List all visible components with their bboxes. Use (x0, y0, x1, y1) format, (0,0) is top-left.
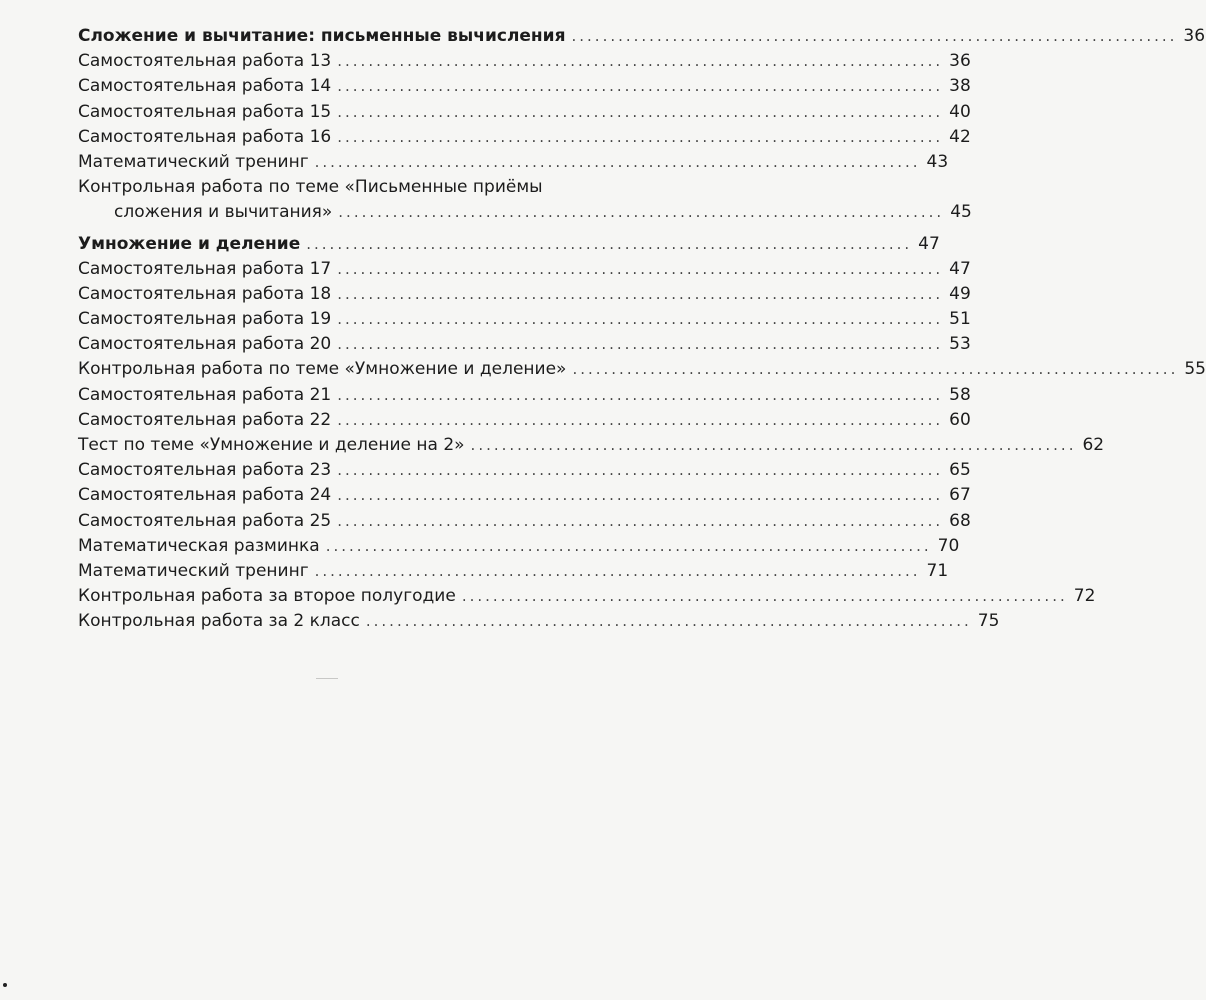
toc-entry (78, 383, 971, 408)
page-number: 40 (949, 101, 971, 122)
entry-label: Самостоятельная работа 17 (78, 258, 332, 279)
dot-leader: .............................................................................. (571, 27, 1178, 45)
corner-dot-mark (3, 983, 7, 987)
page-number: 47 (918, 233, 940, 254)
page-number: 71 (926, 560, 949, 581)
toc-entry (78, 307, 971, 332)
dot-leader: .............................................................................. (337, 511, 944, 530)
dot-leader: .............................................................................. (365, 612, 972, 631)
toc-entry (78, 458, 971, 483)
entry-label: Контрольная работа по теме «Умножение и деление» (78, 359, 567, 380)
entry-label: Самостоятельная работа 16 (78, 126, 332, 147)
toc-entry (78, 282, 971, 307)
toc-entry (78, 509, 971, 534)
dot-leader: .............................................................................. (337, 310, 944, 329)
toc-entry (78, 483, 971, 508)
entry-label: Самостоятельная работа 21 (78, 384, 332, 405)
dot-leader: .............................................................................. (306, 234, 913, 253)
page-number: 72 (1073, 586, 1096, 607)
page-number: 62 (1082, 435, 1105, 455)
page-number: 42 (949, 126, 971, 147)
dot-leader: .............................................................................. (314, 152, 921, 171)
toc-entry (78, 534, 960, 559)
entry-label: Математическая разминка (78, 535, 320, 556)
page-number: 49 (949, 283, 971, 304)
page-number: 36 (949, 51, 971, 72)
page-number: 36 (1183, 26, 1206, 46)
entry-label: Самостоятельная работа 14 (78, 76, 332, 97)
dot-leader: .............................................................................. (337, 127, 944, 146)
dot-leader: .............................................................................. (337, 461, 944, 480)
dot-leader: .............................................................................. (338, 203, 945, 222)
entry-label: Математический тренинг (78, 151, 309, 172)
dot-leader: .............................................................................. (337, 385, 944, 404)
dot-leader: .............................................................................. (337, 486, 944, 505)
dot-leader: .............................................................................. (337, 77, 944, 96)
dot-leader: .............................................................................. (337, 102, 944, 121)
page-number: 53 (949, 334, 971, 355)
entry-label: сложения и вычитания» (114, 202, 333, 223)
dot-leader: .............................................................................. (572, 360, 1179, 379)
toc-entry (78, 357, 1206, 382)
dot-leader: .............................................................................. (337, 259, 944, 278)
entry-label: Самостоятельная работа 20 (78, 334, 332, 355)
entry-label: Тест по теме «Умножение и деление на 2» (78, 435, 465, 455)
page-number: 70 (937, 535, 960, 556)
entry-label: Самостоятельная работа 22 (78, 409, 332, 430)
dot-leader: .............................................................................. (337, 410, 944, 429)
entry-label: Самостоятельная работа 25 (78, 510, 332, 531)
entry-label: Самостоятельная работа 23 (78, 460, 332, 481)
page-number: 60 (949, 409, 971, 430)
dot-leader: .............................................................................. (461, 587, 1068, 606)
toc-entry (78, 100, 971, 125)
toc-entry (78, 200, 972, 225)
page-number: 45 (950, 202, 972, 223)
toc-entry (78, 74, 971, 99)
page-number: 55 (1184, 359, 1206, 380)
page-number: 43 (926, 151, 949, 172)
page-number: 75 (977, 611, 1000, 632)
faint-dash-mark (316, 678, 338, 679)
page-number: 65 (949, 460, 971, 481)
dot-leader: .............................................................................. (337, 335, 944, 354)
toc-entry (78, 257, 971, 282)
entry-label: Самостоятельная работа 24 (78, 485, 332, 506)
table-of-contents (78, 24, 1206, 635)
toc-entry (78, 408, 971, 433)
section-title: Сложение и вычитание: письменные вычисления (78, 26, 566, 46)
page-number: 67 (949, 485, 971, 506)
dot-leader: .............................................................................. (325, 536, 932, 555)
entry-label: Самостоятельная работа 15 (78, 101, 332, 122)
toc-entry-first-line: Контрольная работа по теме «Письменные приёмы (78, 177, 543, 198)
toc-entry (78, 559, 949, 584)
toc-entry (78, 150, 949, 175)
entry-label: Самостоятельная работа 19 (78, 309, 332, 330)
dot-leader: .............................................................................. (470, 436, 1077, 454)
entry-label: Контрольная работа за 2 класс (78, 611, 360, 632)
toc-entry (78, 49, 971, 74)
page-number: 68 (949, 510, 971, 531)
section-heading (78, 232, 940, 257)
page-number: 38 (949, 76, 971, 97)
toc-entry (78, 125, 971, 150)
dot-leader: .............................................................................. (314, 561, 921, 580)
dot-leader: .............................................................................. (337, 52, 944, 71)
page-number: 51 (949, 309, 971, 330)
toc-entry (78, 332, 971, 357)
section-heading (78, 24, 1206, 49)
section-title: Умножение и деление (78, 233, 301, 254)
page-number: 58 (949, 384, 971, 405)
entry-label: Самостоятельная работа 13 (78, 51, 332, 72)
entry-label: Контрольная работа за второе полугодие (78, 586, 456, 607)
entry-label: Самостоятельная работа 18 (78, 283, 332, 304)
toc-entry (78, 584, 1096, 609)
dot-leader: .............................................................................. (337, 284, 944, 303)
entry-label: Математический тренинг (78, 560, 309, 581)
toc-entry (78, 609, 1000, 634)
page-number: 47 (949, 258, 971, 279)
toc-entry (78, 433, 1105, 458)
